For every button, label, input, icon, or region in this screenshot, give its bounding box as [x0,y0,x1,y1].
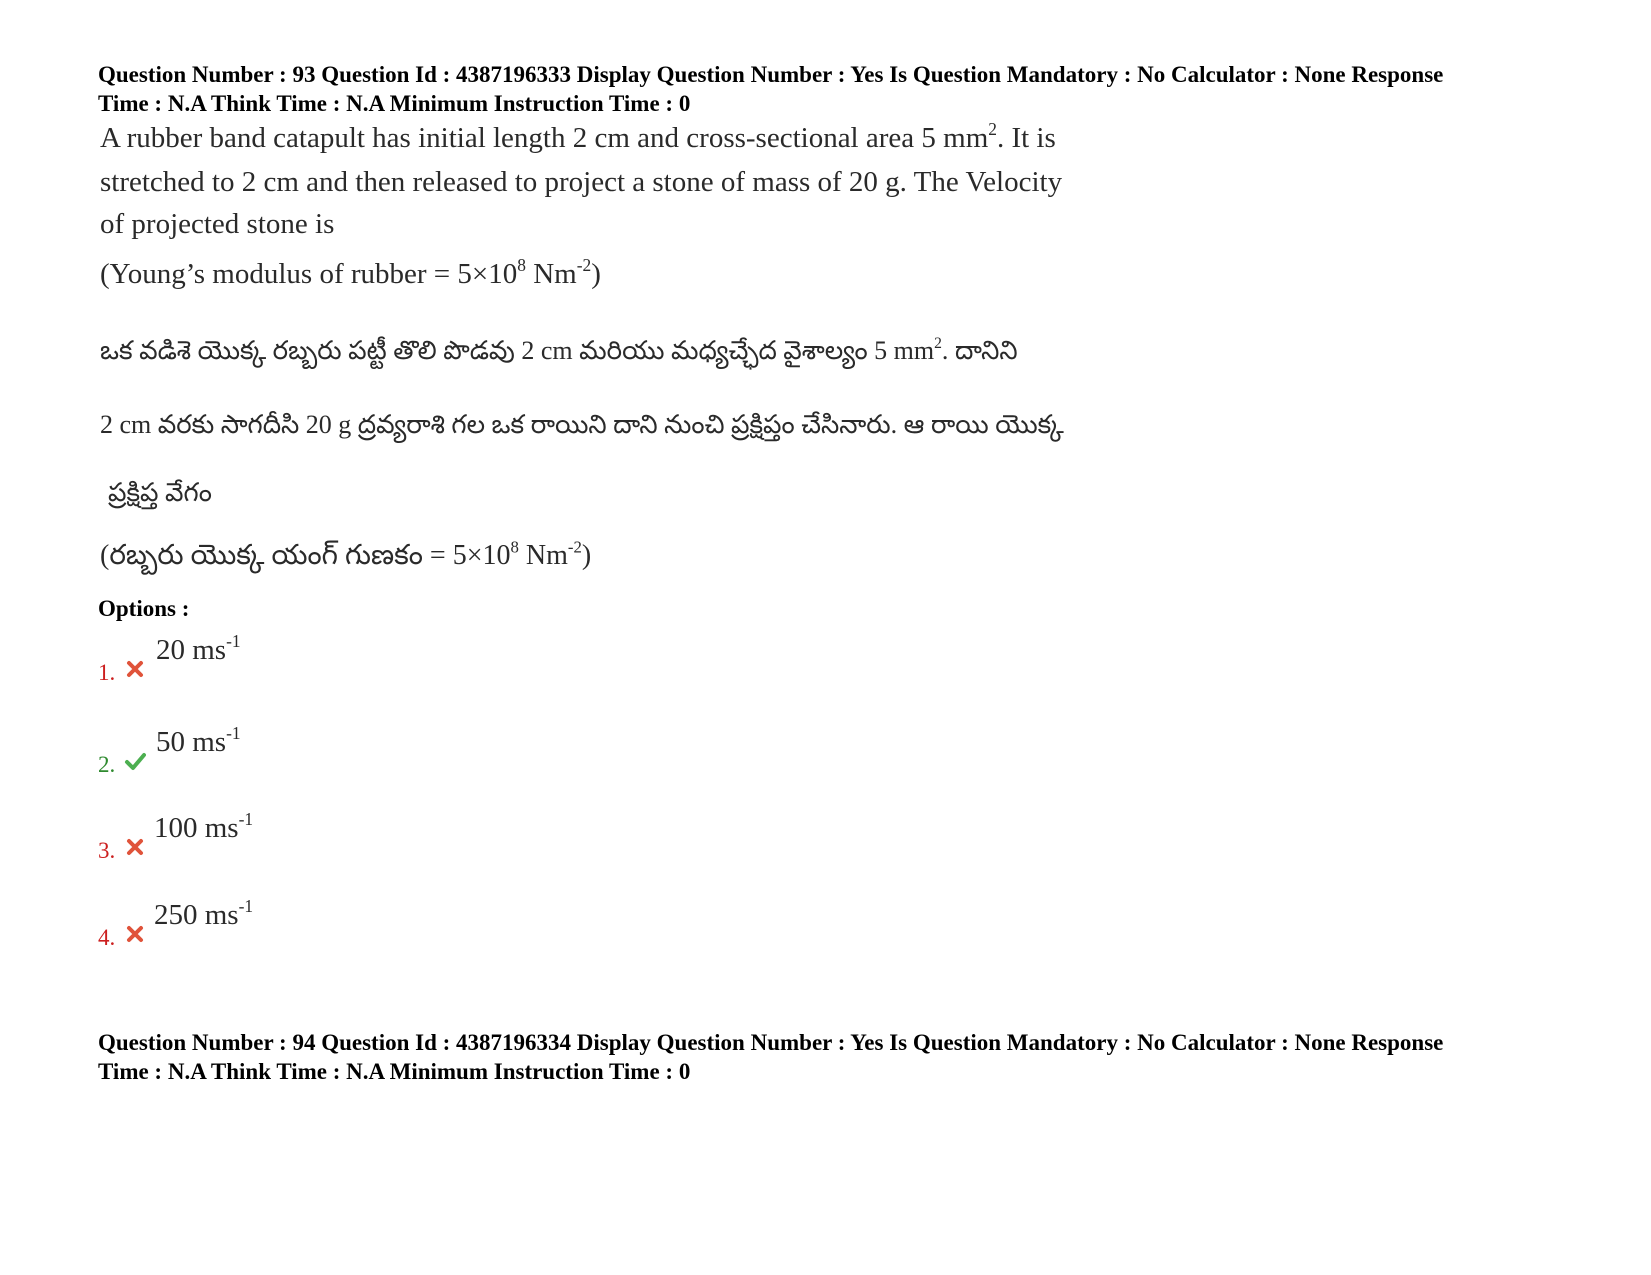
option-number: 1. [98,660,116,685]
option-value: 20 $ms^{-1}$ [156,630,241,666]
check-icon [124,750,146,772]
cross-icon [124,836,146,858]
question-93-metadata [98,60,1578,118]
question-telugu-line-2: 2 cm వరకు సాగదీసి 20 g ద్రవ్యరాశి గల ఒక రాయిని దాని నుంచి ప్రక్షిప్తం చేసినారు. ఆ రాయి యొక్క [100,410,1064,439]
question-english-line-2: stretched to 2 cm and then released to project a stone of mass of 20 g. The Velocity [100,166,1063,198]
question-english-youngs-modulus: (Young’s modulus of rubber = $5\times 10^8$ $Nm^{-2}$) [100,254,601,290]
question-93-meta-line-2: Time : N.A Think Time : N.A Minimum Instruction Time : 0 [98,91,691,116]
question-telugu-line-1: ఒక వడిశె యొక్క రబ్బరు పట్టీ తొలి పొడవు 2 cm మరియు మధ్యచ్ఛేద వైశాల్యం 5 $mm^2$. దానిని [100,335,1018,365]
cross-icon [124,923,146,945]
option-value: 100 $ms^{-1}$ [154,808,254,844]
option-number: 4. [98,925,116,950]
option-1[interactable] [98,630,498,685]
option-number: 3. [98,838,116,863]
option-value: 50 $ms^{-1}$ [156,722,241,758]
option-2[interactable] [98,722,498,777]
question-94-meta-line-1: Question Number : 94 Question Id : 4387196334 Display Question Number : Yes Is Question Mandatory : No Calculator : None Response [98,1030,1444,1055]
question-english-line-1: A rubber band catapult has initial length 2 cm and cross-sectional area 5 $mm^2$. It is [100,118,1056,154]
question-94-metadata [98,1028,1578,1086]
cross-icon [124,658,146,680]
options-label: Options : [98,596,190,621]
question-telugu-line-3: ప్రక్షిప్త వేగం [108,478,212,507]
question-94-meta-line-2: Time : N.A Think Time : N.A Minimum Instruction Time : 0 [98,1059,691,1084]
option-value: 250 $ms^{-1}$ [154,895,254,931]
question-english-line-3: of projected stone is [100,208,335,240]
option-4[interactable] [98,895,498,950]
option-3[interactable] [98,808,498,863]
question-93-meta-line-1: Question Number : 93 Question Id : 4387196333 Display Question Number : Yes Is Question Mandatory : No Calculator : None Response [98,62,1444,87]
option-number: 2. [98,752,116,777]
question-telugu-youngs-modulus: (రబ్బరు యొక్క యంగ్ గుణకం = $5\times 10^8$ $Nm^{-2}$) [100,537,592,571]
